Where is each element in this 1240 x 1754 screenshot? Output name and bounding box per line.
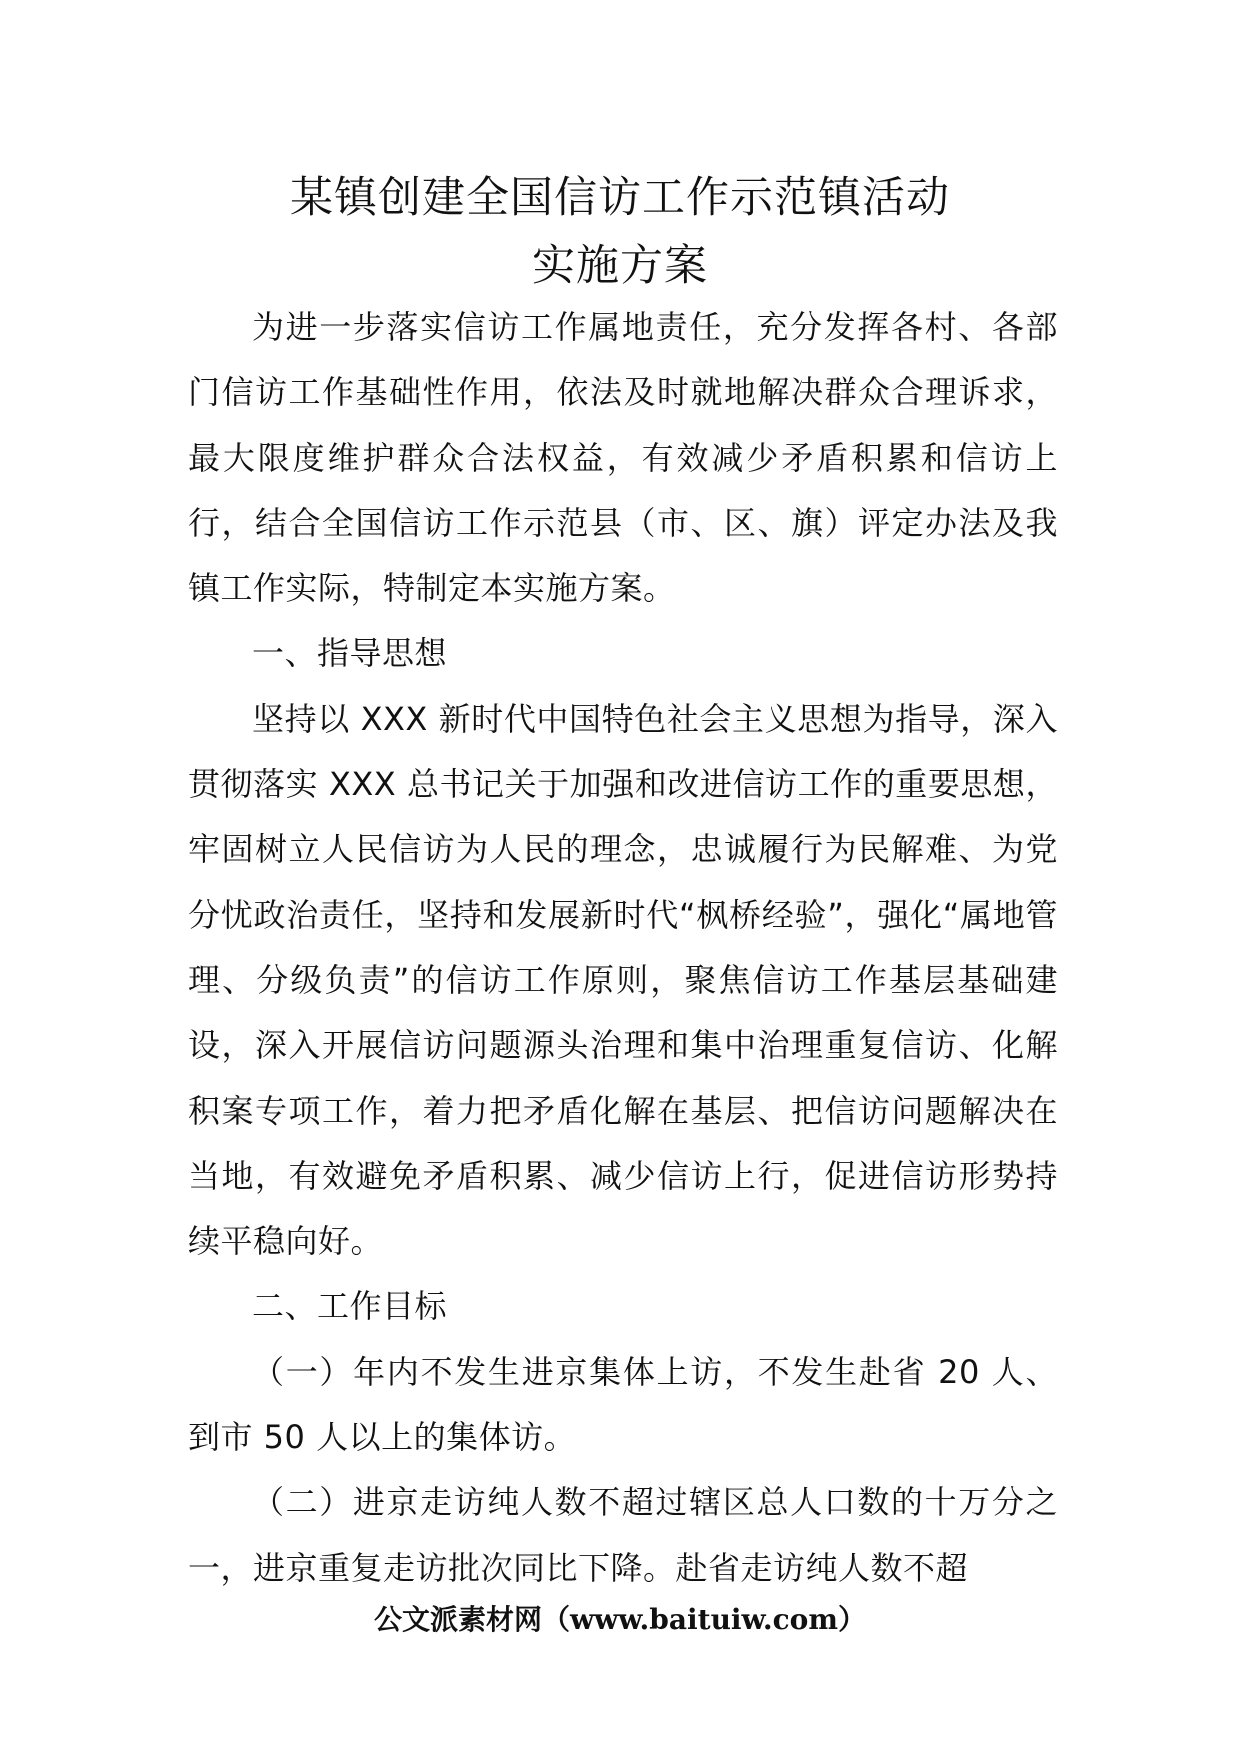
document-body bbox=[188, 295, 1058, 1601]
document-title-line-2: 实施方案 bbox=[532, 241, 708, 291]
document-title-line-1: 某镇创建全国信访工作示范镇活动 bbox=[290, 173, 950, 223]
guiding-ideology-paragraph: 坚持以 XXX 新时代中国特色社会主义思想为指导，深入贯彻落实 XXX 总书记关于加强和改进信访工作的重要思想，牢固树立人民信访为人民的理念，忠诚履行为民解难、为党分忧政治责任，坚持和发展新时代“枫桥经验”，强化“属地管理、分级负责”的信访工作原则，聚焦信访工作基层基础建设，深入开展信访问题源头治理和集中治理重复信访、化解积案专项工作，着力把矛盾化解在基层、把信访问题解决在当地，有效避免矛盾积累、减少信访上行，促进信访形势持续平稳向好。 bbox=[188, 699, 1058, 1261]
footer-watermark: 公文派素材网（www.baituiw.com） bbox=[374, 1603, 866, 1636]
goal-item-1: （一）年内不发生进京集体上访，不发生赴省 20 人、到市 50 人以上的集体访。 bbox=[188, 1352, 1058, 1457]
goal-item-2: （二）进京走访纯人数不超过辖区总人口数的十万分之一，进京重复走访批次同比下降。赴省走访纯人数不超 bbox=[188, 1483, 1058, 1587]
section-heading-guiding-ideology: 一、指导思想 bbox=[252, 634, 448, 673]
intro-paragraph: 为进一步落实信访工作属地责任，充分发挥各村、各部门信访工作基础性作用，依法及时就地解决群众合理诉求，最大限度维护群众合法权益，有效减少矛盾积累和信访上行，结合全国信访工作示范县（市、区、旗）评定办法及我镇工作实际，特制定本实施方案。 bbox=[188, 308, 1058, 608]
section-heading-work-goals: 二、工作目标 bbox=[252, 1287, 448, 1326]
